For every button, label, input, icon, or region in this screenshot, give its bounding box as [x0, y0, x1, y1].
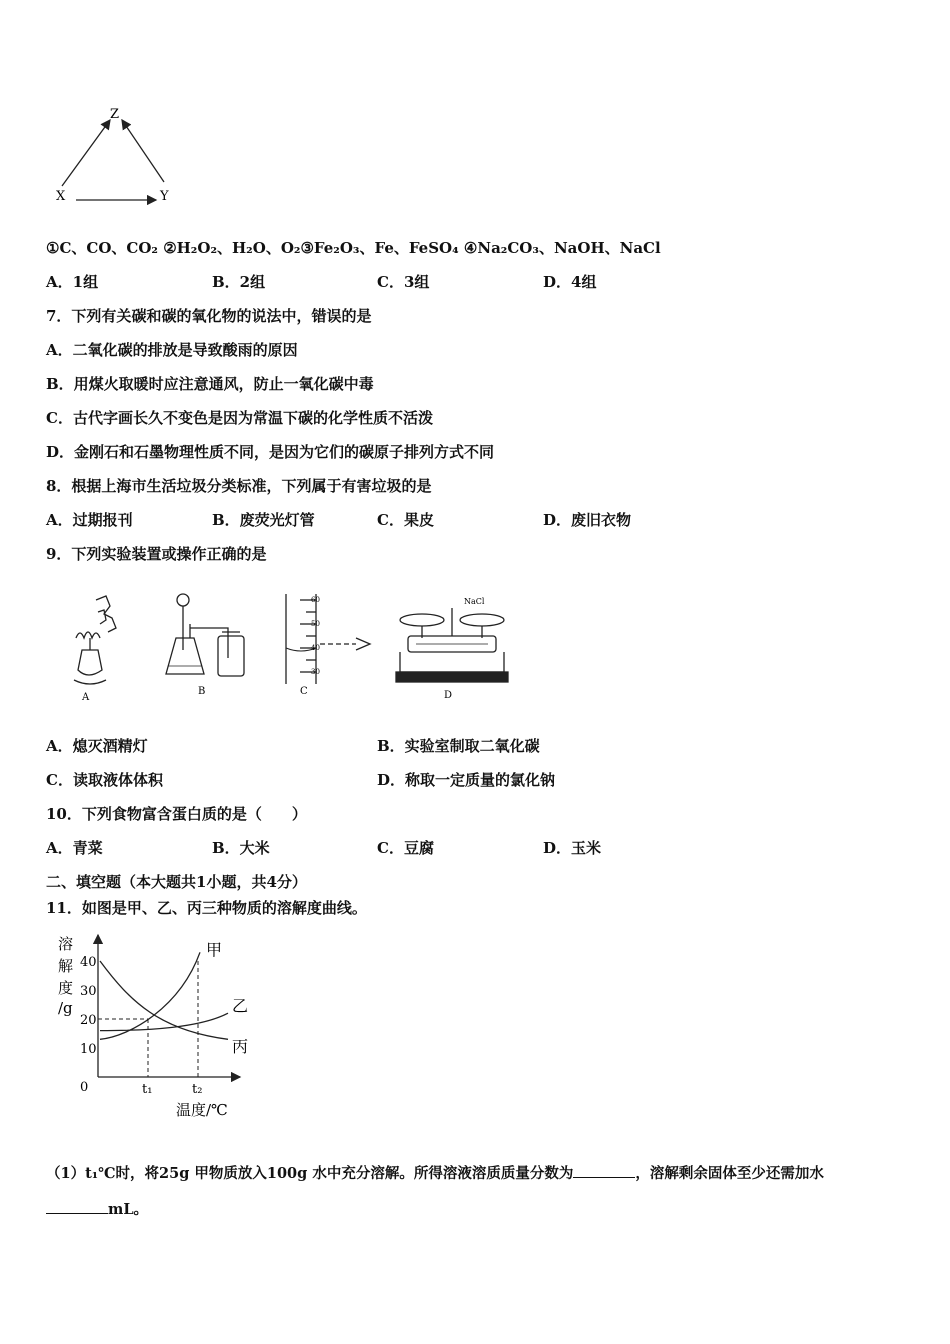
q10-option-d[interactable]: D．玉米	[543, 839, 602, 857]
scale-tick-30: 30	[311, 668, 320, 676]
fig-d-balance	[396, 608, 508, 682]
q8-option-a[interactable]: A．过期报刊	[46, 511, 133, 529]
fig-label-c: C	[300, 686, 308, 697]
answer-blank-1[interactable]	[573, 1165, 635, 1178]
arrow-x-to-z	[62, 120, 110, 186]
q11-part1-text-a: （1）t₁℃时，将25g 甲物质放入100g 水中充分溶解。所得溶液溶质质量分数为	[46, 1165, 574, 1182]
label-y: Y	[160, 189, 169, 204]
origin-label: 0	[80, 1080, 89, 1095]
section-2-heading: 二、填空题（本大题共1小题，共4分）	[46, 873, 307, 891]
y-axis-label-4: /g	[58, 999, 73, 1017]
q9-stem: 9．下列实验装置或操作正确的是	[46, 545, 267, 563]
q9-option-b[interactable]: B．实验室制取二氧化碳	[377, 737, 540, 755]
y-tick-label: 30	[80, 984, 97, 999]
x-axis-label: 温度/℃	[176, 1101, 228, 1119]
series-label-0: 甲	[206, 940, 223, 960]
q7-option-b[interactable]: B．用煤火取暖时应注意通风，防止一氧化碳中毒	[46, 375, 374, 393]
answer-blank-2[interactable]	[46, 1201, 108, 1214]
q11-part1-continued	[46, 1198, 148, 1219]
y-tick-label: 10	[80, 1042, 97, 1057]
fig-label-d: D	[444, 690, 453, 701]
fig-a-alcohol-lamp	[74, 596, 116, 684]
q9-option-c[interactable]: C．读取液体体积	[46, 771, 163, 789]
q11-part1-text-c: mL。	[108, 1201, 149, 1218]
q7-option-d[interactable]: D．金刚石和石墨物理性质不同，是因为它们的碳原子排列方式不同	[46, 443, 495, 461]
q7-option-a[interactable]: A．二氧化碳的排放是导致酸雨的原因	[46, 341, 298, 359]
q7-stem: 7．下列有关碳和碳的氧化物的说法中，错误的是	[46, 307, 372, 325]
q6-groups: ①C、CO、CO₂ ②H₂O₂、H₂O、O₂③Fe₂O₃、Fe、FeSO₄ ④Na₂CO₃、NaOH、NaCl	[46, 239, 661, 257]
solubility-chart	[50, 925, 270, 1125]
triangle-diagram	[48, 100, 188, 212]
arrow-y-to-z	[122, 120, 164, 182]
series-label-1: 乙	[232, 996, 249, 1016]
q10-stem: 10．下列食物富含蛋白质的是（ ）	[46, 805, 307, 823]
q11-stem: 11．如图是甲、乙、丙三种物质的溶解度曲线。	[46, 899, 367, 917]
fig-label-b: B	[198, 686, 206, 697]
q8-option-c[interactable]: C．果皮	[377, 511, 434, 529]
y-axis-label-3: 度	[58, 979, 74, 997]
q6-option-d[interactable]: D．4组	[543, 273, 597, 291]
q10-option-a[interactable]: A．青菜	[46, 839, 103, 857]
q6-option-c[interactable]: C．3组	[377, 273, 430, 291]
q11-part1	[46, 1162, 824, 1183]
label-z: Z	[110, 107, 120, 122]
y-tick-label: 40	[80, 955, 97, 970]
scale-tick-60: 60	[311, 596, 320, 604]
q8-option-b[interactable]: B．废荧光灯管	[212, 511, 315, 529]
fig-c-graduated-cylinder	[286, 594, 370, 684]
y-tick-label: 20	[80, 1013, 97, 1028]
q11-part1-text-b: ，溶解剩余固体至少还需加水	[635, 1165, 824, 1182]
nacl-tag: NaCl	[464, 597, 485, 606]
fig-label-a: A	[82, 692, 90, 703]
curve-yi	[100, 1013, 228, 1030]
y-axis-label-2: 解	[58, 957, 74, 975]
fig-b-co2-apparatus	[166, 594, 244, 676]
q8-stem: 8．根据上海市生活垃圾分类标准，下列属于有害垃圾的是	[46, 477, 432, 495]
x-tick-label-0: t₁	[142, 1082, 153, 1097]
q10-option-b[interactable]: B．大米	[212, 839, 270, 857]
q9-figures	[60, 588, 520, 706]
q9-option-a[interactable]: A．熄灭酒精灯	[46, 737, 148, 755]
q9-option-d[interactable]: D．称取一定质量的氯化钠	[377, 771, 556, 789]
q8-option-d[interactable]: D．废旧衣物	[543, 511, 632, 529]
label-x: X	[56, 189, 66, 204]
q6-option-b[interactable]: B．2组	[212, 273, 266, 291]
q7-option-c[interactable]: C．古代字画长久不变色是因为常温下碳的化学性质不活泼	[46, 409, 433, 427]
scale-tick-40: 40	[311, 644, 320, 652]
q10-option-c[interactable]: C．豆腐	[377, 839, 434, 857]
series-label-2: 丙	[232, 1037, 249, 1057]
y-axis-label-1: 溶	[58, 935, 74, 953]
curve-jia	[100, 952, 200, 1039]
x-tick-label-1: t₂	[192, 1082, 203, 1097]
scale-tick-50: 50	[311, 620, 320, 628]
q6-option-a[interactable]: A．1组	[46, 273, 99, 291]
